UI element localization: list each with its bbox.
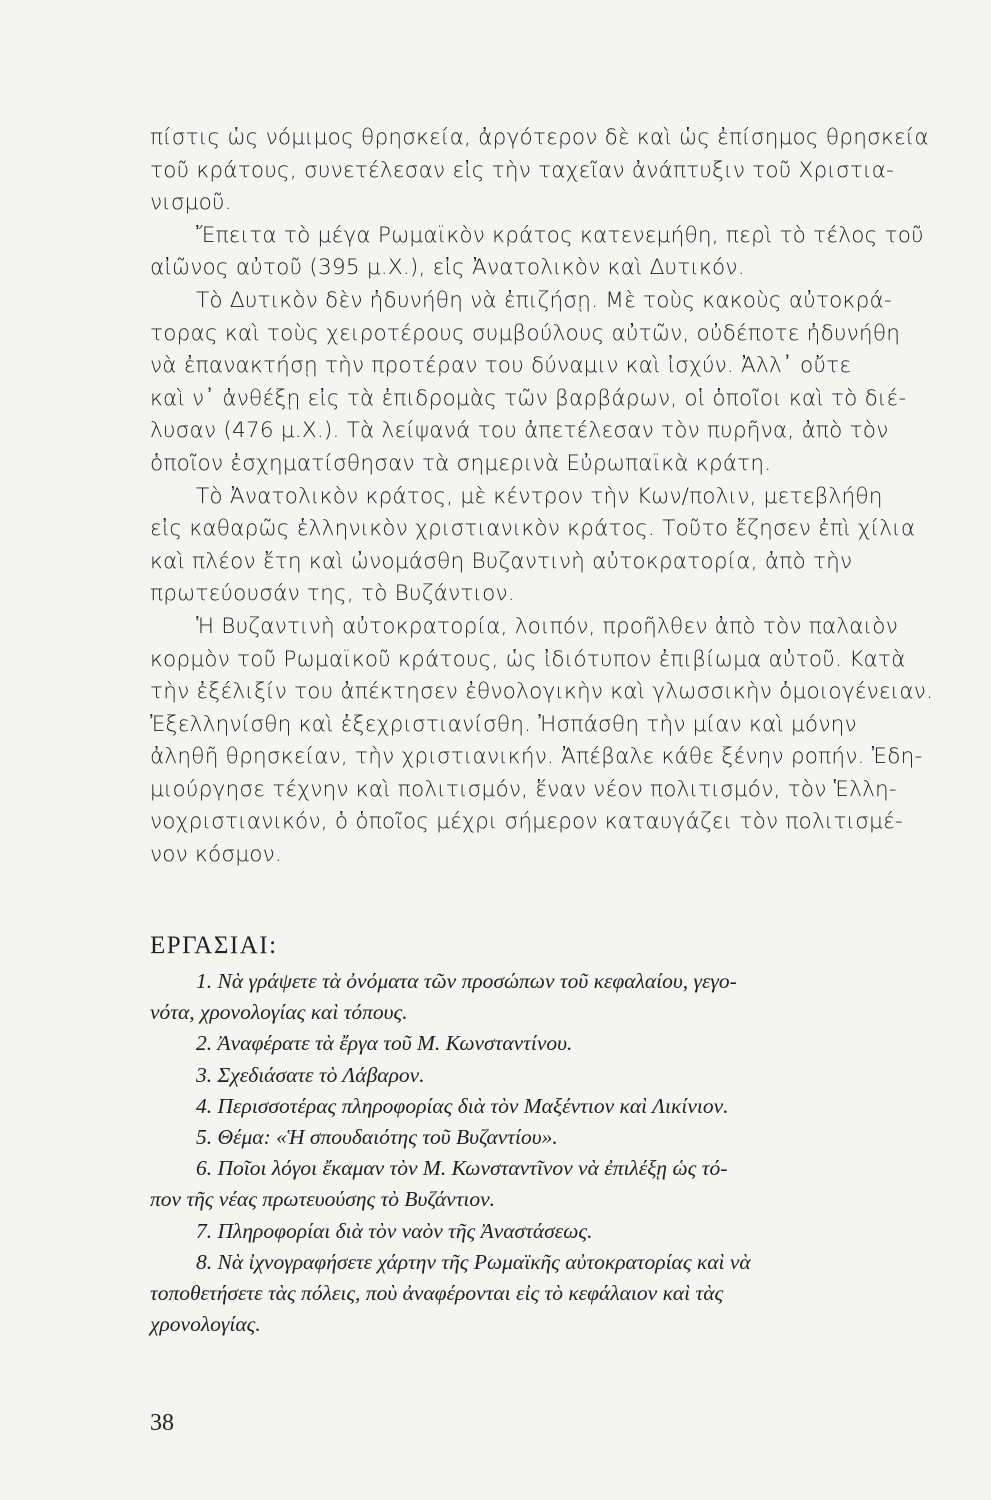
text-line: πρωτεύουσάν της, τὸ Βυζάντιον.: [150, 581, 515, 607]
paragraph: [150, 285, 980, 481]
text-line: Τὸ Ἀνατολικὸν κράτος, μὲ κέντρον τὴν Κων/πολιν, μετεβλήθη: [196, 483, 883, 509]
text-line: πίστις ὡς νόμιμος θρησκεία, ἀργότερον δὲ καὶ ὡς ἐπίσημος θρησκεία: [150, 125, 929, 150]
exercise-item: [150, 1122, 980, 1153]
exercise-item: [150, 1060, 980, 1091]
text-line: τοῦ κράτους, συνετέλεσαν εἰς τὴν ταχεῖαν ἀνάπτυξιν τοῦ Χριστια-: [150, 157, 895, 183]
paragraph: [150, 611, 980, 872]
text-line: νὰ ἐπανακτήσῃ τὴν προτέραν του δύναμιν καὶ ἰσχύν. Ἀλλ᾽ οὔτε: [150, 353, 852, 379]
paragraph: [150, 220, 980, 285]
body-text: [150, 122, 980, 872]
text-line: ἀληθῆ θρησκείαν, τὴν χριστιανικήν. Ἀπέβαλε κάθε ξένην ροπήν. Ἐδη-: [150, 744, 923, 770]
exercise-line: 7. Πληροφορίαι διὰ τὸν ναὸν τῆς Ἀναστάσεως.: [196, 1218, 593, 1243]
exercise-line: 3. Σχεδιάσατε τὸ Λάβαρον.: [196, 1062, 425, 1087]
text-line: Ἡ Βυζαντινὴ αὐτοκρατορία, λοιπόν, προῆλθεν ἀπὸ τὸν παλαιὸν: [196, 613, 898, 639]
exercise-line: 1. Νὰ γράψετε τὰ ὀνόματα τῶν προσώπων τοῦ κεφαλαίου, γεγο-: [196, 969, 737, 993]
exercise-item: [150, 1028, 980, 1059]
exercise-line: 4. Περισσοτέρας πληροφορίας διὰ τὸν Μαξέντιον καὶ Λικίνιον.: [196, 1093, 729, 1118]
text-line: κορμὸν τοῦ Ρωμαϊκοῦ κράτους, ὡς ἰδιότυπον ἐπιβίωμα αὐτοῦ. Κατὰ: [150, 646, 906, 672]
text-line: αἰῶνος αὐτοῦ (395 μ.Χ.), εἰς Ἀνατολικὸν καὶ Δυτικόν.: [150, 255, 745, 281]
exercise-item: [150, 1216, 980, 1247]
text-line: νον κόσμον.: [150, 842, 282, 868]
exercise-line: νότα, χρονολογίας καὶ τόπους.: [150, 1000, 408, 1025]
text-line: τορας καὶ τοὺς χειροτέρους συμβούλους αὐτῶν, οὐδέποτε ἠδυνήθη: [150, 320, 901, 346]
exercise-line: 2. Ἀναφέρατε τὰ ἔργα τοῦ Μ. Κωνσταντίνου.: [196, 1031, 573, 1056]
exercise-line: χρονολογίας.: [150, 1312, 261, 1337]
text-line: Ἐξελληνίσθη καὶ ἐξεχριστιανίσθη. Ἠσπάσθη τὴν μίαν καὶ μόνην: [150, 711, 857, 737]
text-line: μιούργησε τέχνην καὶ πολιτισμόν, ἕναν νέον πολιτισμόν, τὸν Ἑλλη-: [150, 776, 897, 802]
text-line: νοχριστιανικόν, ὁ ὁποῖος μέχρι σήμερον καταυγάζει τὸν πολιτισμέ-: [150, 809, 903, 835]
exercise-line: πον τῆς νέας πρωτευούσης τὸ Βυζάντιον.: [150, 1187, 496, 1212]
text-line: νισμοῦ.: [150, 190, 232, 216]
exercise-line: 6. Ποῖοι λόγοι ἔκαμαν τὸν Μ. Κωνσταντῖνον νὰ ἐπιλέξῃ ὡς τό-: [196, 1156, 728, 1181]
text-line: καὶ πλέον ἔτη καὶ ὠνομάσθη Βυζαντινὴ αὐτοκρατορία, ἀπὸ τὴν: [150, 548, 853, 574]
text-line: ὁποῖον ἐσχηματίσθησαν τὰ σημερινὰ Εὐρωπαϊκὰ κράτη.: [150, 450, 772, 476]
exercise-item: [150, 966, 980, 1028]
exercise-item: [150, 1247, 980, 1341]
text-line: καὶ ν᾽ ἀνθέξῃ εἰς τὰ ἐπιδρομὰς τῶν βαρβάρων, οἱ ὁποῖοι καὶ τὸ διέ-: [150, 385, 907, 411]
exercises-heading: ΕΡΓΑΣΙΑΙ:: [150, 932, 278, 959]
text-line: Τὸ Δυτικὸν δὲν ἠδυνήθη νὰ ἐπιζήσῃ. Μὲ τοὺς κακοὺς αὐτοκρά-: [196, 287, 892, 313]
exercise-line: 8. Νὰ ἰχνογραφήσετε χάρτην τῆς Ρωμαϊκῆς αὐτοκρατορίας καὶ νὰ: [196, 1249, 751, 1274]
text-line: εἰς καθαρῶς ἑλληνικὸν χριστιανικὸν κράτος. Τοῦτο ἔζησεν ἐπὶ χίλια: [150, 516, 916, 542]
text-line: λυσαν (476 μ.Χ.). Τὰ λείψανά του ἀπετέλεσαν τὸν πυρῆνα, ἀπὸ τὸν: [150, 418, 889, 444]
page-number: 38: [150, 1410, 174, 1436]
paragraph: [150, 481, 980, 611]
exercises-list: [150, 966, 980, 1340]
text-line: τὴν ἐξέλιξίν του ἀπέκτησεν ἐθνολογικὴν καὶ γλωσσικὴν ὁμοιογένειαν.: [150, 679, 934, 705]
text-line: Ἔπειτα τὸ μέγα Ρωμαϊκὸν κράτος κατενεμήθη, περὶ τὸ τέλος τοῦ: [196, 222, 924, 248]
paragraph: [150, 122, 980, 220]
exercise-line: τοποθετήσετε τὰς πόλεις, ποὺ ἀναφέρονται εἰς τὸ κεφάλαιον καὶ τὰς: [150, 1281, 724, 1306]
exercise-line: 5. Θέμα: «Ἡ σπουδαιότης τοῦ Βυζαντίου».: [196, 1125, 558, 1150]
exercise-item: [150, 1153, 980, 1215]
exercise-item: [150, 1091, 980, 1122]
